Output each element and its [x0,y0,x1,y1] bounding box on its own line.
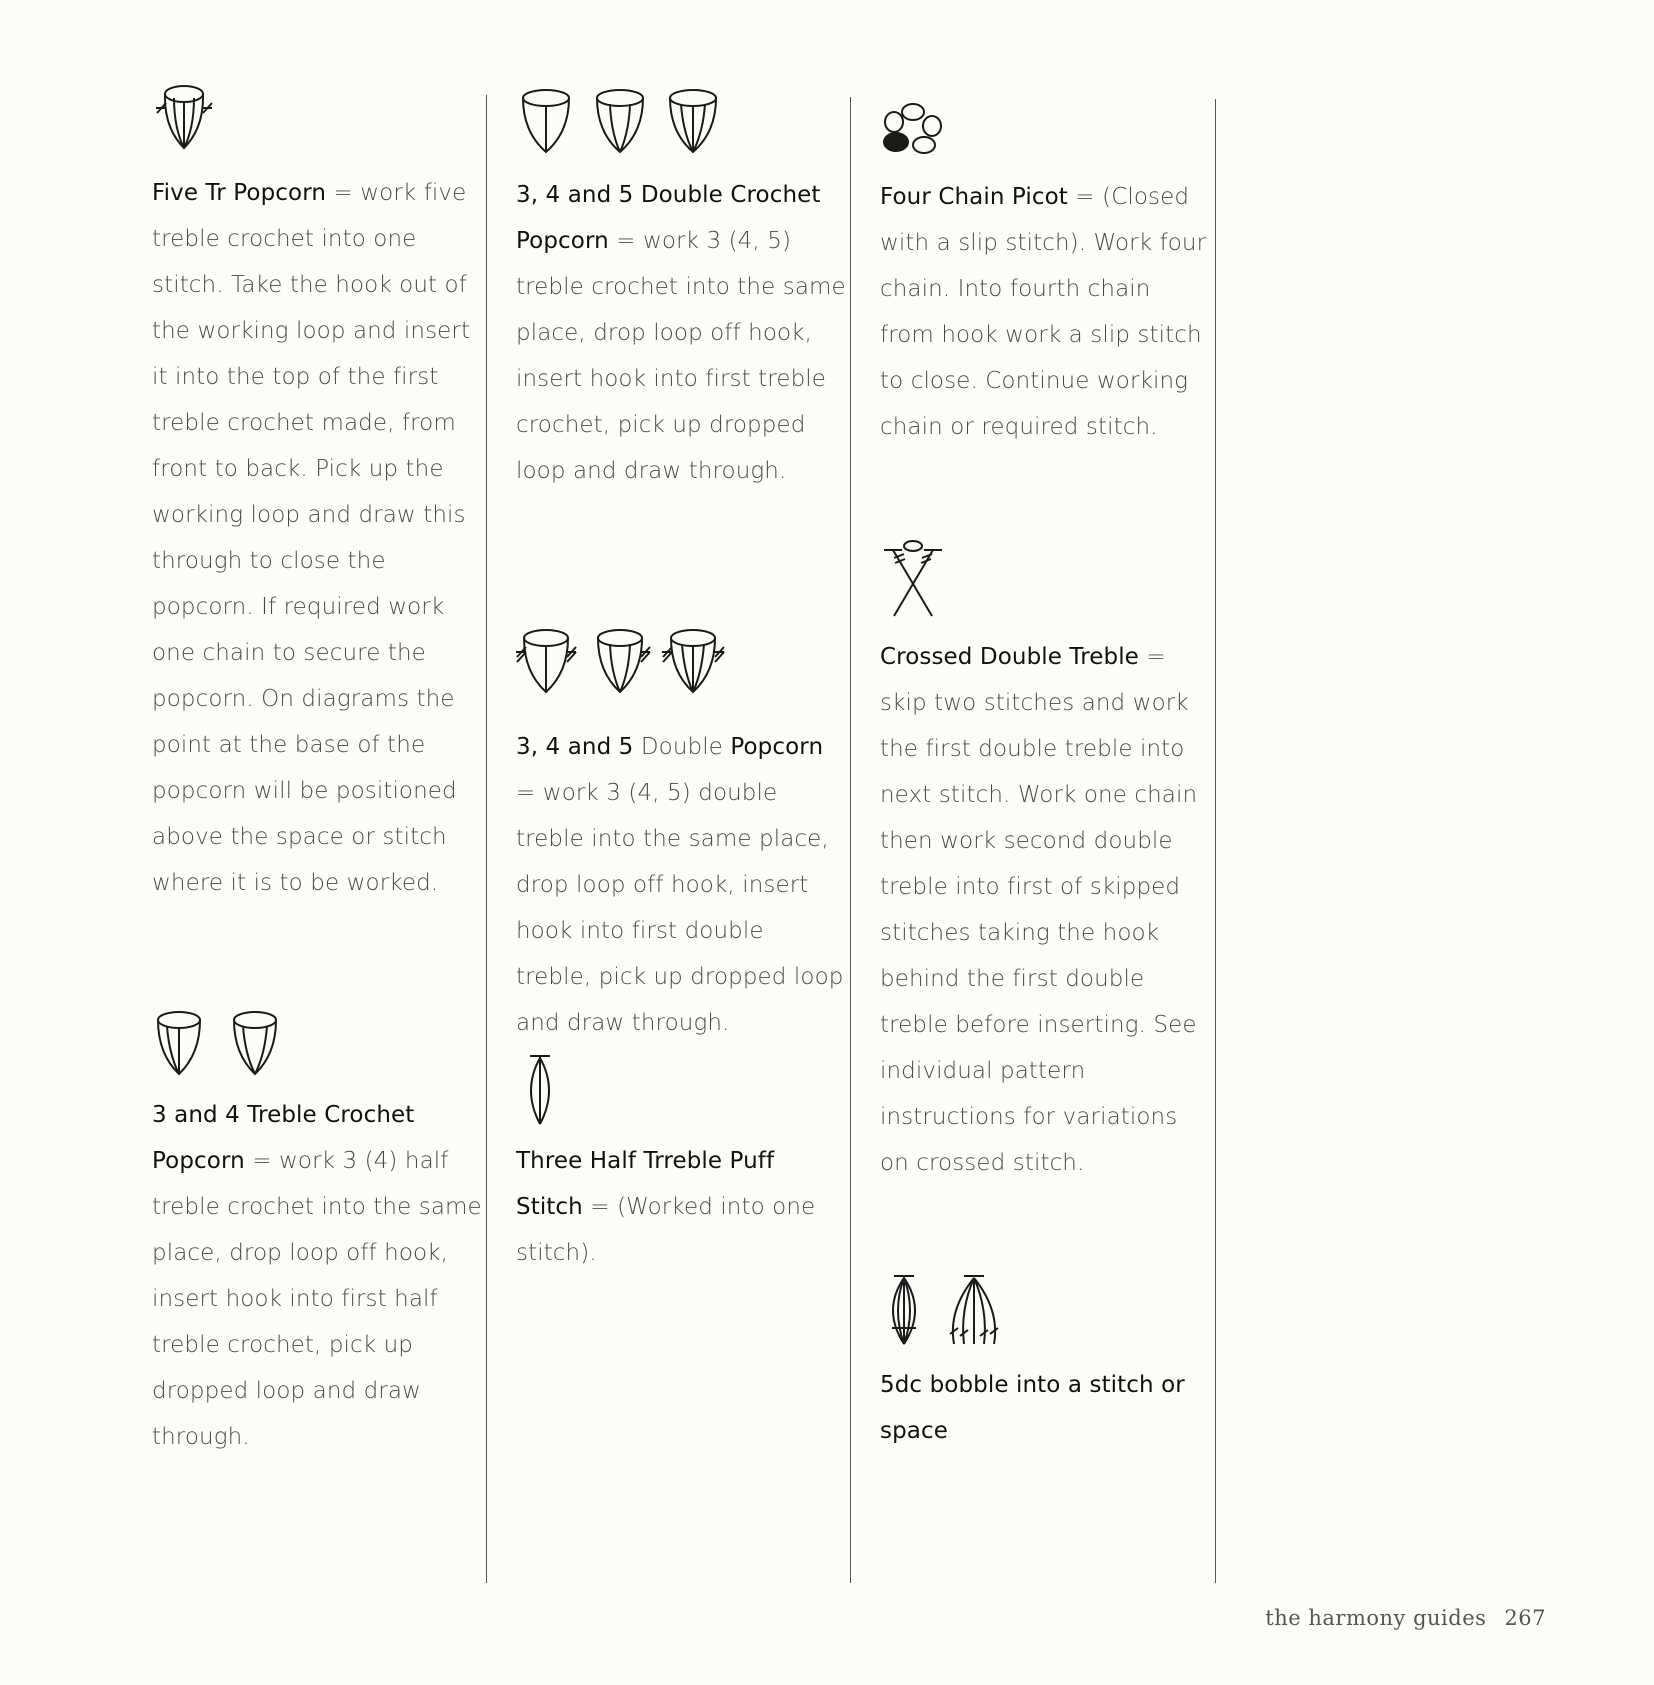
entry-title: Four Chain Picot [880,184,1068,210]
entry-equals: = [608,228,643,254]
five-tr-popcorn-icon [152,84,216,156]
entry-title: Five Tr Popcorn [152,180,327,206]
entry-double-crochet-popcorn [516,88,846,494]
entry-body: work 3 (4, 5) double treble into the same place, drop loop off hook, insert hook into first double treble, pick up dropped loop and draw through. [516,780,844,1036]
column-divider-1 [486,95,487,1583]
entry-title-cont: Popcorn [730,734,824,760]
footer-title: the harmony guides [1265,1606,1487,1630]
entry-body: work 3 (4) half treble crochet into the same place, drop loop off hook, insert hook into first half treble crochet, pick up dropped loop and draw through. [152,1148,482,1450]
entry-treble-crochet-popcorn [152,1010,482,1460]
entry-body: (Closed with a slip stitch). Work four chain. Into fourth chain from hook work a slip stitch to close. Continue working chain or required stitch. [880,184,1207,440]
entry-four-chain-picot [880,100,1210,450]
page-footer [1265,1606,1546,1630]
entry-equals: = [326,180,361,206]
entry-body: skip two stitches and work the first double treble into next stitch. Work one chain then work second double treble into first of skipped stitches taking the hook behind the first double treble before inserting. See individual pattern instructions for variations on crossed stitch. [880,690,1198,1176]
double-crochet-popcorn-icon [516,88,726,158]
page-number: 267 [1504,1606,1546,1630]
entry-title: Three Half Trreble Puff Stitch [516,1148,775,1220]
entry-half-treble-puff [516,1052,846,1276]
entry-body: work 3 (4, 5) treble crochet into the same place, drop loop off hook, insert hook into first treble crochet, pick up dropped loop and draw through. [516,228,846,484]
double-popcorn-icon [516,628,726,698]
entry-title: 3, 4 and 5 Double Crochet Popcorn [516,182,821,254]
entry-five-tr-popcorn [152,84,482,906]
entry-equals: = [1138,644,1166,670]
entry-title: 3 and 4 Treble Crochet Popcorn [152,1102,415,1174]
four-chain-picot-icon [880,100,946,160]
half-treble-puff-icon [516,1052,566,1128]
entry-crossed-double-treble [880,540,1210,1186]
entry-equals: = [244,1148,279,1174]
five-dc-bobble-icon [880,1272,1020,1348]
column-divider-2 [850,97,851,1583]
entry-body: (Worked into one stitch). [516,1194,816,1266]
entry-title: Crossed Double Treble [880,644,1139,670]
entry-title: 3, 4 and 5 [516,734,634,760]
entry-body: work five treble crochet into one stitch. Take the hook out of the working loop and insert it into the top of the first treble crochet made, from front to back. Pick up the working loop and draw this through to close the popcorn. If required work one chain to secure the popcorn. On diagrams the point at the base of the popcorn will be positioned above the space or stitch where it is to be worked. [152,180,471,896]
entry-equals: = [582,1194,618,1220]
entry-title: 5dc bobble into a stitch or space [880,1372,1185,1444]
entry-equals: = [1067,184,1103,210]
crossed-double-treble-icon [880,540,946,620]
column-divider-3 [1215,99,1216,1583]
entry-five-dc-bobble [880,1272,1210,1454]
entry-equals: = [516,780,543,806]
entry-title-light: Double [633,734,723,760]
three-four-treble-popcorn-icon [152,1010,292,1078]
entry-double-popcorn [516,628,846,1046]
